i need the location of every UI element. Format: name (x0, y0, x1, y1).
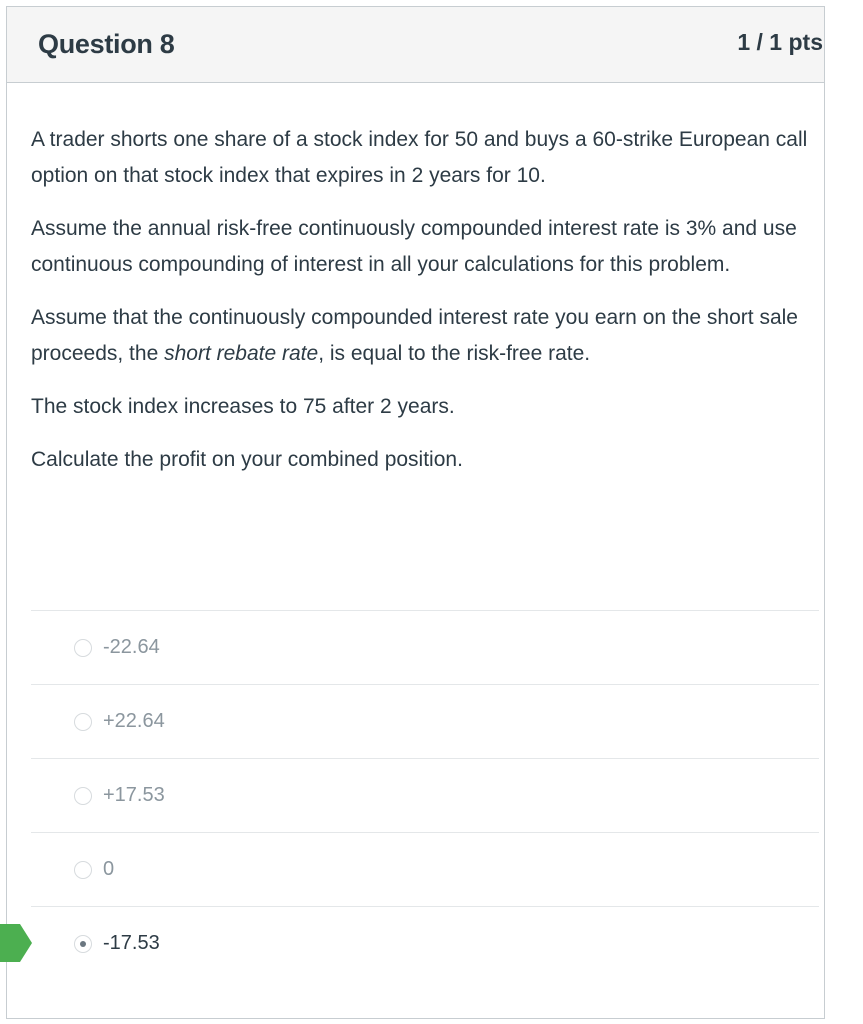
question-paragraph: A trader shorts one share of a stock index for 50 and buys a 60-strike European call option on that stock index that expires in 2 years for 10. (31, 128, 808, 187)
radio-button[interactable] (74, 713, 92, 731)
question-paragraph: Calculate the profit on your combined position. (31, 448, 463, 471)
answer-option[interactable] (31, 684, 819, 758)
radio-button[interactable] (74, 639, 92, 657)
answer-label: +22.64 (103, 710, 165, 732)
answer-list (31, 610, 819, 980)
answer-label: +17.53 (103, 784, 165, 806)
correct-answer-marker-icon (0, 924, 32, 962)
question-text (31, 122, 821, 495)
question-title: Question 8 (38, 29, 175, 59)
radio-button[interactable] (74, 787, 92, 805)
question-header (7, 7, 824, 83)
answer-label: -22.64 (103, 636, 160, 658)
answer-option[interactable] (31, 610, 819, 684)
answer-label: 0 (103, 858, 115, 880)
radio-button-selected[interactable] (74, 935, 92, 953)
answer-option-selected[interactable] (31, 906, 819, 980)
question-paragraph: The stock index increases to 75 after 2 years. (31, 395, 455, 418)
question-paragraph: Assume that the continuously compounded interest rate you earn on the short sale proceeds, the short rebate rate, is equal to the risk-free rate. (31, 306, 798, 365)
answer-option[interactable] (31, 758, 819, 832)
radio-button[interactable] (74, 861, 92, 879)
question-paragraph: Assume the annual risk-free continuously compounded interest rate is 3% and use continuous compounding of interest in all your calculations for this problem. (31, 217, 797, 276)
emphasis-text: short rebate rate (164, 342, 319, 365)
question-points: 1 / 1 pts (737, 29, 823, 55)
answer-label: -17.53 (103, 932, 160, 954)
answer-option[interactable] (31, 832, 819, 906)
